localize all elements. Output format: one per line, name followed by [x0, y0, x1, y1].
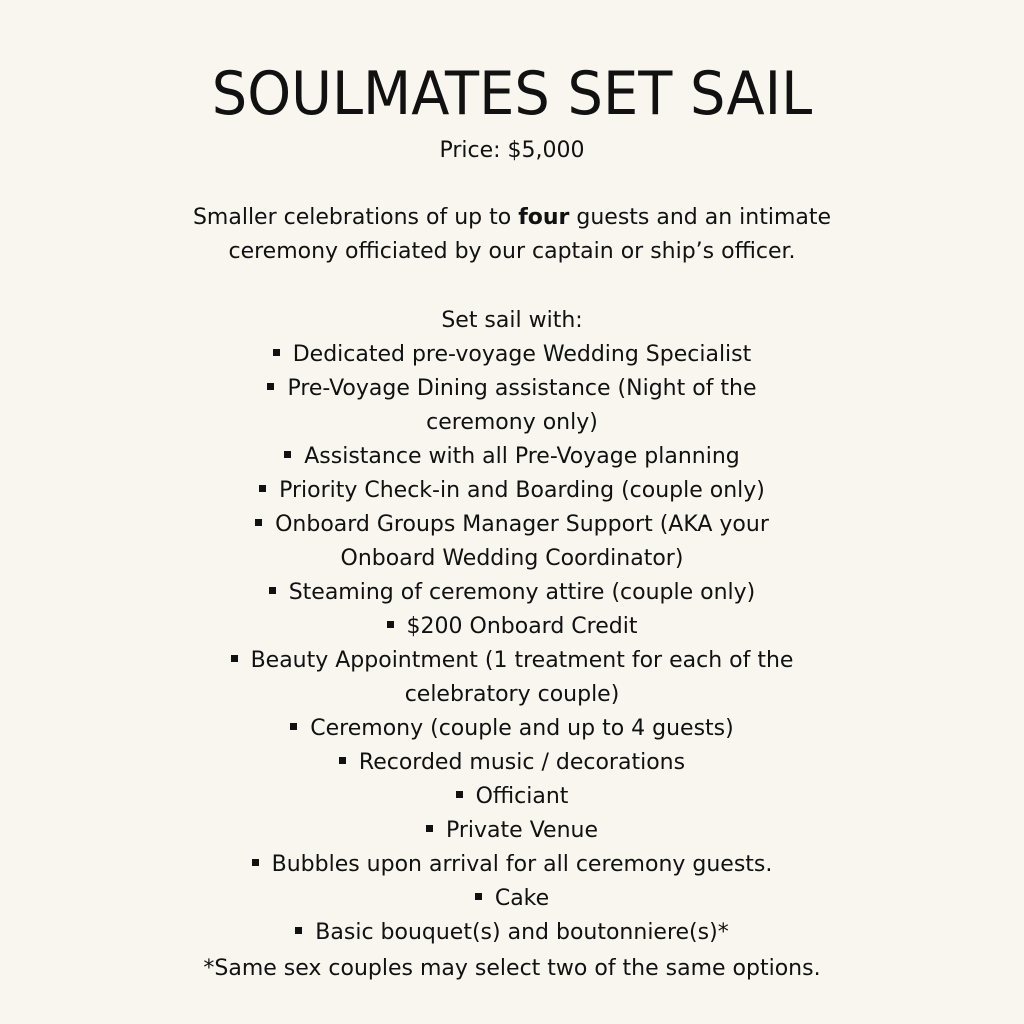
- square-bullet-icon: [387, 621, 394, 628]
- list-item-text: Priority Check-in and Boarding (couple only): [279, 478, 765, 503]
- list-item-text: Ceremony (couple and up to 4 guests): [310, 716, 734, 741]
- square-bullet-icon: [339, 757, 346, 764]
- description-text-after: guests and an intimate: [569, 205, 832, 230]
- list-item-text: Steaming of ceremony attire (couple only): [288, 580, 756, 605]
- list-item-text: Onboard Wedding Coordinator): [340, 546, 684, 571]
- list-item-text: ceremony only): [426, 410, 598, 435]
- list-item-text: Recorded music / decorations: [358, 750, 686, 775]
- square-bullet-icon: [475, 893, 482, 900]
- list-item-text: Onboard Groups Manager Support (AKA your: [275, 512, 769, 537]
- list-item-continuation: [0, 678, 1024, 712]
- list-item: [0, 916, 1024, 950]
- inclusions-list: [0, 338, 1024, 950]
- list-item-text: celebratory couple): [404, 682, 620, 707]
- list-item: [0, 576, 1024, 610]
- package-description: [150, 201, 874, 269]
- square-bullet-icon: [231, 655, 238, 662]
- description-text-line2: ceremony officiated by our captain or ship’s officer.: [228, 239, 796, 264]
- list-item-text: Pre-Voyage Dining assistance (Night of the: [287, 376, 757, 401]
- footnote: *Same sex couples may select two of the same options.: [203, 956, 821, 981]
- list-item: [0, 712, 1024, 746]
- square-bullet-icon: [426, 825, 433, 832]
- list-item-text: Private Venue: [446, 818, 598, 843]
- square-bullet-icon: [290, 723, 297, 730]
- list-item: [0, 814, 1024, 848]
- list-item-continuation: [0, 406, 1024, 440]
- list-item: [0, 474, 1024, 508]
- package-title: SOULMATES SET SAIL: [211, 59, 813, 129]
- list-item: [0, 610, 1024, 644]
- list-item-text: Bubbles upon arrival for all ceremony guests.: [271, 852, 773, 877]
- list-item: [0, 508, 1024, 542]
- list-item: [0, 338, 1024, 372]
- list-item-text: $200 Onboard Credit: [406, 614, 638, 639]
- list-item-text: Cake: [494, 886, 550, 911]
- square-bullet-icon: [255, 519, 262, 526]
- square-bullet-icon: [284, 451, 291, 458]
- square-bullet-icon: [273, 349, 280, 356]
- guest-count-emphasis: four: [518, 205, 570, 230]
- list-item-text: Dedicated pre-voyage Wedding Specialist: [292, 342, 752, 367]
- list-item: [0, 780, 1024, 814]
- list-item-text: Beauty Appointment (1 treatment for each of the: [250, 648, 794, 673]
- square-bullet-icon: [259, 485, 266, 492]
- list-item-text: Officiant: [475, 784, 569, 809]
- list-item: [0, 440, 1024, 474]
- square-bullet-icon: [456, 791, 463, 798]
- inclusions-heading: Set sail with:: [441, 308, 583, 333]
- square-bullet-icon: [295, 927, 302, 934]
- list-item: [0, 746, 1024, 780]
- list-item-text: Basic bouquet(s) and boutonniere(s)*: [315, 920, 729, 945]
- list-item: [0, 372, 1024, 406]
- package-price: Price: $5,000: [439, 138, 585, 163]
- list-item-text: Assistance with all Pre-Voyage planning: [304, 444, 740, 469]
- description-text-before: Smaller celebrations of up to: [192, 205, 519, 230]
- square-bullet-icon: [269, 587, 276, 594]
- square-bullet-icon: [267, 383, 274, 390]
- square-bullet-icon: [252, 859, 259, 866]
- list-item-continuation: [0, 542, 1024, 576]
- list-item: [0, 882, 1024, 916]
- list-item: [0, 644, 1024, 678]
- list-item: [0, 848, 1024, 882]
